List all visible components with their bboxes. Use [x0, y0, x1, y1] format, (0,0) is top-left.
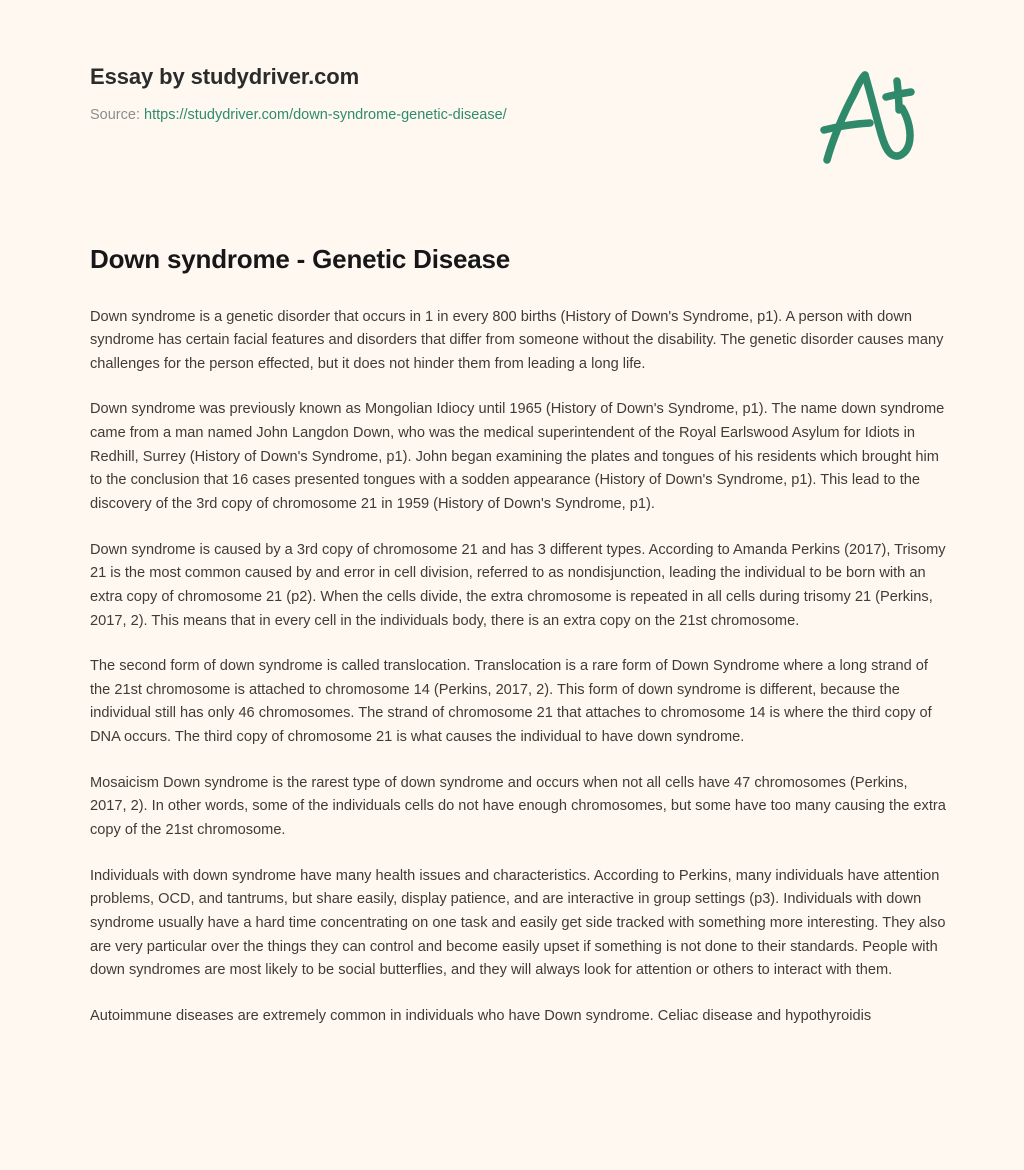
paragraph: Down syndrome is caused by a 3rd copy of chromosome 21 and has 3 different types. According to Amanda Perkins (2017), Trisomy 21 is the most common caused by and error in cell division, referred to as nondisjunction, leading the individual to be born with an extra copy of chromosome 21 (p2). When the cells divide, the extra chromosome is repeated in all cells during trisomy 21 (Perkins, 2017, 2). This means that in every cell in the individuals body, there is an extra copy on the 21st chromosome. — [90, 541, 946, 629]
paragraph: Down syndrome was previously known as Mongolian Idiocy until 1965 (History of Down's Syndrome, p1). The name down syndrome came from a man named John Langdon Down, who was the medical superintendent of the Royal Earlswood Asylum for Idiots in Redhill, Surrey (History of Down's Syndrome, p1). John began examining the plates and tongues of his residents which brought him to the conclusion that 16 cases presented tongues with a sodden appearance (History of Down's Syndrome, p1). This lead to the discovery of the 3rd copy of chromosome 21 in 1959 (History of Down's Syndrome, p1). — [90, 401, 945, 512]
paragraph: Individuals with down syndrome have many health issues and characteristics. According to Perkins, many individuals have attention problems, OCD, and tantrums, but share easily, display patience, and are interactive in group settings (p3). Individuals with down syndrome usually have a hard time concentrating on one task and easily get side tracked with something more interesting. They also are very particular over the things they can control and become easily upset if something is not done to their standards. People with down syndromes are most likely to be social butterflies, and they will always look for attention or others to interact with them. — [90, 867, 946, 979]
a-plus-logo-icon — [812, 68, 920, 164]
article-body — [90, 306, 946, 1029]
paragraph: Mosaicism Down syndrome is the rarest type of down syndrome and occurs when not all cells have 47 chromosomes (Perkins, 2017, 2). In other words, some of the individuals cells do not have enough chromosomes, but some have too many causing the extra copy of the 21st chromosome. — [90, 774, 946, 839]
page-title: Down syndrome - Genetic Disease — [90, 244, 511, 274]
a-plus-logo — [812, 68, 920, 164]
document-header — [0, 0, 1024, 210]
paragraph: Autoimmune diseases are extremely common in individuals who have Down syndrome. Celiac disease and hypothyroidis — [90, 1007, 872, 1024]
paragraph: Down syndrome is a genetic disorder that occurs in 1 in every 800 births (History of Down's Syndrome, p1). A person with down syndrome has certain facial features and disorders that differ from someone without the disability. The genetic disorder causes many challenges for the person effected, but it does not hinder them from leading a long life. — [90, 308, 944, 372]
source-label: Source: — [90, 107, 140, 124]
brand-title: Essay by studydriver.com — [90, 64, 360, 89]
source-line — [90, 106, 730, 125]
paragraph: The second form of down syndrome is called translocation. Translocation is a rare form of Down Syndrome where a long strand of the 21st chromosome is attached to chromosome 14 (Perkins, 2017, 2). This form of down syndrome is different, because the individual still has only 46 chromosomes. The strand of chromosome 21 that attaches to chromosome 14 is where the third copy of DNA occurs. The third copy of chromosome 21 is what causes the individual to have down syndrome. — [90, 658, 932, 746]
source-url-link[interactable]: https://studydriver.com/down-syndrome-genetic-disease/ — [144, 107, 507, 124]
brand-block — [90, 64, 730, 125]
article — [90, 243, 946, 1029]
